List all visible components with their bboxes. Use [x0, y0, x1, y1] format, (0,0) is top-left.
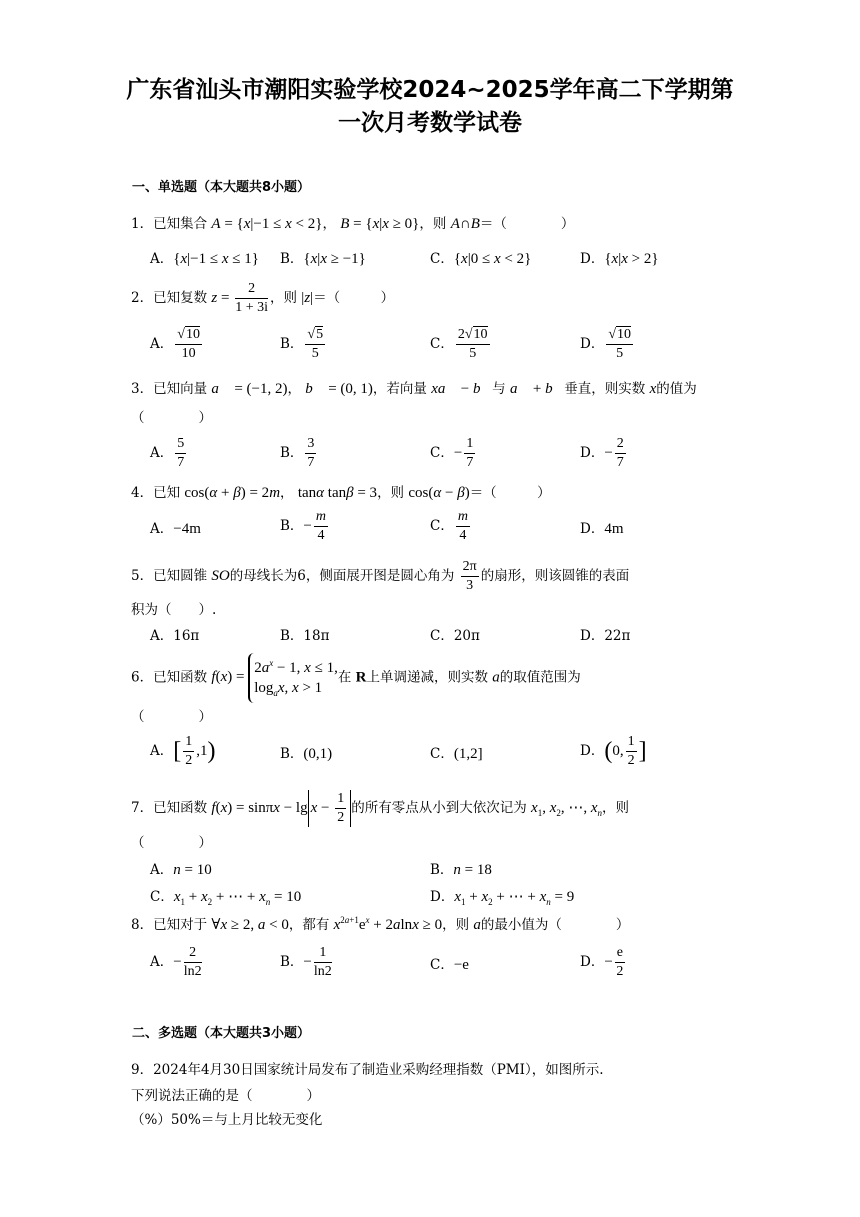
question-5-line1: 5．已知圆锥 SO的母线长为6，侧面展开图是圆心角为 $\frac{2\pi}{3}$ 的扇形，则该圆锥的表面	[131, 559, 630, 593]
q8-option-a[interactable]: A．− $\frac{2}{\ln 2}$	[150, 945, 202, 979]
q2-option-c[interactable]: C． $\frac{2√10}{5}$	[430, 327, 488, 361]
exam-title-line2: 一次月考数学试卷	[338, 110, 522, 136]
q2-option-a[interactable]: A． $\frac{√10}{10}$	[150, 327, 200, 361]
q1-option-d[interactable]: D．{x|x > 2}	[580, 251, 659, 267]
question-9-chart-legend: （%）50%＝与上月比较无变化	[131, 1112, 323, 1128]
q1-option-b[interactable]: B．{x|x ≥ −1}	[280, 251, 366, 267]
q4-option-d[interactable]: D．4m	[580, 521, 624, 537]
q3-option-c[interactable]: C．− $\frac{1}{7}$	[430, 436, 474, 470]
question-3-paren: （ ）	[131, 410, 212, 426]
q5-option-c[interactable]: C．20π	[430, 628, 480, 644]
q1-option-a[interactable]: A．{x|−1 ≤ x ≤ 1}	[150, 251, 259, 267]
q6-option-b[interactable]: B．(0,1)	[280, 746, 333, 762]
q3-option-b[interactable]: B． $\frac{3}{7}$	[280, 436, 315, 470]
q5-option-a[interactable]: A．16π	[150, 628, 200, 644]
section-multiple-choice: 二、多选题（本大题共3小题）	[132, 1026, 311, 1041]
q8-option-b[interactable]: B．− $\frac{1}{\ln 2}$	[280, 945, 332, 979]
question-8: 8．已知对于 ∀x ≥ 2, a < 0，都有 $x^{2a+1}e^x + 2alnx \ge 0$，则 a的最小值为（ ）	[131, 915, 630, 933]
q5-option-d[interactable]: D．22π	[580, 628, 631, 644]
question-9-line2: 下列说法正确的是（ ）	[131, 1088, 320, 1104]
q1-option-c[interactable]: C．{x|0 ≤ x < 2}	[430, 251, 532, 267]
q8-option-d[interactable]: D．− $\frac{e}{2}$	[580, 945, 624, 979]
q6-option-a[interactable]: A．[ $\frac{1}{2}$ ,1)	[150, 734, 216, 768]
question-5-line2: 积为（ ）.	[131, 602, 217, 618]
q4-option-b[interactable]: B．− $\frac{m}{4}$	[280, 509, 327, 543]
q6-option-d[interactable]: D．(0, $\frac{1}{2}$ ]	[580, 734, 647, 768]
question-6-paren: （ ）	[131, 709, 212, 725]
q3-option-a[interactable]: A． $\frac{5}{7}$	[150, 436, 185, 470]
q6-option-c[interactable]: C．(1,2]	[430, 746, 483, 762]
q7-option-d[interactable]: D．$x_1 + x_2$ + ⋯ + $x_n = 9$	[430, 889, 575, 907]
question-4: 4．已知 cos(α + β) = 2m， tanα tanβ = 3，则 cos(α − β)＝（ ）	[131, 485, 551, 501]
q5-option-b[interactable]: B．18π	[280, 628, 330, 644]
q3-option-d[interactable]: D．− $\frac{2}{7}$	[580, 436, 624, 470]
q2-option-b[interactable]: B． $\frac{√5}{5}$	[280, 327, 324, 361]
q7-option-c[interactable]: C．$x_1 + x_2$ + ⋯ + $x_n = 10$	[150, 889, 302, 907]
q4-option-a[interactable]: A．−4m	[150, 521, 201, 537]
question-6: 6．已知函数 f(x) = $2a^x - 1$, x ≤ 1, $\log_ax$, x > 1 在 R上单调递减，则实数 a的取值范围为	[131, 653, 581, 703]
question-7-paren: （ ）	[131, 835, 212, 851]
q4-option-c[interactable]: C． $\frac{m}{4}$	[430, 509, 468, 543]
question-1: 1．已知集合 A = {x|−1 ≤ x < 2}， B = {x|x ≥ 0}，则 A∩B＝（ ）	[131, 216, 575, 232]
question-9-line1: 9．2024年4月30日国家统计局发布了制造业采购经理指数（PMI），如图所示.	[131, 1062, 604, 1078]
q7-option-b[interactable]: B．n = 18	[430, 862, 492, 878]
question-3: 3．已知向量 a⃗ = (−1, 2)， b⃗ = (0, 1)，若向量 xa⃗ − b⃗与 a⃗ + b⃗垂直，则实数 x的值为	[131, 381, 697, 397]
section-single-choice: 一、单选题（本大题共8小题）	[132, 180, 311, 195]
q7-option-a[interactable]: A．n = 10	[150, 862, 212, 878]
exam-title-line1: 广东省汕头市潮阳实验学校2024~2025学年高二下学期第	[126, 77, 734, 103]
question-2: 2．已知复数 z = $\frac{2}{1 + 3i}$ ，则 |z|＝（ ）	[131, 281, 395, 315]
q2-option-d[interactable]: D． $\frac{√10}{5}$	[580, 327, 632, 361]
q8-option-c[interactable]: C．−e	[430, 957, 469, 973]
question-7: 7．已知函数 f(x) = sinπx − lg x − $\frac{1}{2}$ 的所有零点从小到大依次记为 $x_1$, $x_2$, ⋯, $x_n$，则	[131, 791, 630, 825]
